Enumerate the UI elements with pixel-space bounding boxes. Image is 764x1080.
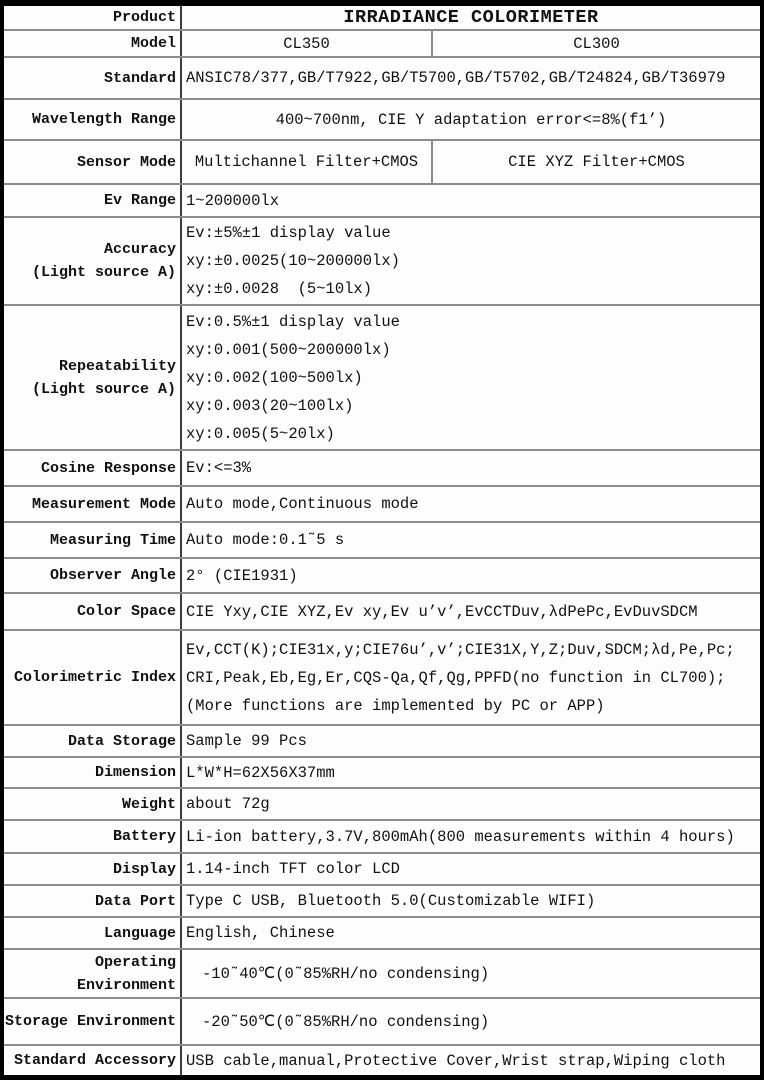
ev-range-value: 1~200000lx: [186, 191, 280, 210]
accuracy-line-1: Ev:±5%±1 display value: [186, 224, 391, 242]
row-label-storage-environment: Storage Environment: [4, 999, 182, 1044]
sensor-mode-cl350: Multichannel Filter+CMOS: [182, 141, 433, 183]
accuracy-line-3: xy:±0.0028 (5~10lx): [186, 280, 373, 298]
row-label-accuracy: [4, 218, 182, 304]
row-label-sensor-mode: Sensor Mode: [4, 141, 182, 183]
row-model: [4, 31, 760, 58]
battery-value: Li-ion battery,3.7V,800mAh(800 measurements within 4 hours): [186, 827, 735, 846]
product-title: IRRADIANCE COLORIMETER: [343, 7, 599, 28]
row-label-cosine-response: Cosine Response: [4, 451, 182, 485]
row-sensor-mode: [4, 141, 760, 185]
row-storage-environment: [4, 999, 760, 1046]
measuring-time-value: Auto mode:0.1˜5 s: [186, 531, 345, 549]
row-label-standard-accessory: Standard Accessory: [4, 1046, 182, 1075]
measurement-mode-value: Auto mode,Continuous mode: [186, 495, 419, 513]
row-color-space: [4, 594, 760, 631]
row-label-data-port: Data Port: [4, 886, 182, 916]
repeatability-line-1: Ev:0.5%±1 display value: [186, 312, 400, 331]
row-cosine-response: [4, 451, 760, 487]
display-value: 1.14-inch TFT color LCD: [186, 860, 400, 878]
repeatability-line-5: xy:0.005(5~20lx): [186, 424, 335, 443]
colorimetric-line-3: (More functions are implemented by PC or APP): [186, 696, 605, 715]
repeatability-line-3: xy:0.002(100~500lx): [186, 368, 363, 387]
accuracy-label-line1: Accuracy: [103, 241, 176, 258]
weight-value: about 72g: [186, 795, 270, 813]
repeatability-label-line2: (Light source A): [31, 380, 176, 398]
wavelength-range-value: 400~700nm, CIE Y adaptation error<=8%(f1’): [275, 110, 667, 129]
colorimetric-index-value: [182, 631, 760, 724]
standard-accessory-value: USB cable,manual,Protective Cover,Wrist strap,Wiping cloth: [186, 1051, 726, 1070]
row-label-measurement-mode: Measurement Mode: [4, 487, 182, 521]
row-label-data-storage: Data Storage: [4, 726, 182, 756]
accuracy-value: [182, 218, 760, 304]
operating-environment-value: -10˜40℃(0˜85%RH/no condensing): [202, 965, 490, 983]
row-label-color-space: Color Space: [4, 594, 182, 629]
colorimetric-line-1: Ev,CCT(K);CIE31x,y;CIE76u’,v’;CIE31X,Y,Z;Duv,SDCM;λd,Pe,Pc;: [186, 640, 735, 659]
model-values: [182, 31, 760, 56]
color-space-value: CIE Yxy,CIE XYZ,Ev xy,Ev u’v’,EvCCTDuv,λdPePc,EvDuvSDCM: [186, 602, 698, 621]
model-cl300: CL300: [573, 34, 620, 53]
sensor-mode-values: [182, 141, 760, 183]
row-measurement-mode: [4, 487, 760, 523]
row-label-weight: Weight: [4, 789, 182, 819]
row-label-wavelength-range: Wavelength Range: [4, 100, 182, 139]
row-standard-accessory: [4, 1046, 760, 1075]
row-label-repeatability: [4, 306, 182, 449]
operating-environment-label-line1: Operating: [94, 953, 176, 971]
row-weight: [4, 789, 760, 821]
row-label-measuring-time: Measuring Time: [4, 523, 182, 557]
operating-environment-label-line2: Environment: [76, 976, 176, 994]
data-storage-value: Sample 99 Pcs: [186, 732, 307, 750]
row-product: [4, 6, 760, 31]
row-label-operating-environment: [4, 950, 182, 997]
row-standard: [4, 58, 760, 100]
data-port-value: Type C USB, Bluetooth 5.0(Customizable WIFI): [186, 892, 596, 910]
row-label-product: Product: [4, 6, 182, 29]
model-cl350: CL350: [182, 31, 433, 56]
repeatability-label-line1: Repeatability: [58, 357, 176, 375]
row-label-standard: Standard: [4, 58, 182, 98]
row-label-colorimetric-index: Colorimetric Index: [4, 631, 182, 724]
repeatability-line-2: xy:0.001(500~200000lx): [186, 340, 391, 359]
row-data-port: [4, 886, 760, 918]
row-dimension: [4, 758, 760, 789]
row-wavelength-range: [4, 100, 760, 141]
repeatability-line-4: xy:0.003(20~100lx): [186, 396, 354, 415]
row-label-ev-range: Ev Range: [4, 185, 182, 216]
dimension-value: L*W*H=62X56X37mm: [186, 763, 335, 782]
row-label-model: Model: [4, 31, 182, 56]
accuracy-line-2: xy:±0.0025(10~200000lx): [186, 252, 400, 270]
standard-value: ANSIC78/377,GB/T7922,GB/T5700,GB/T5702,GB/T24824,GB/T36979: [186, 69, 726, 87]
sensor-mode-cl300: CIE XYZ Filter+CMOS: [508, 153, 685, 171]
row-repeatability: [4, 306, 760, 451]
row-language: [4, 918, 760, 950]
row-ev-range: [4, 185, 760, 218]
row-label-dimension: Dimension: [4, 758, 182, 787]
language-value: English, Chinese: [186, 924, 335, 942]
repeatability-value: [182, 306, 760, 449]
row-label-observer-angle: Observer Angle: [4, 559, 182, 592]
spec-sheet-table: [4, 6, 760, 1075]
row-colorimetric-index: [4, 631, 760, 726]
row-display: [4, 854, 760, 886]
row-observer-angle: [4, 559, 760, 594]
row-data-storage: [4, 726, 760, 758]
row-label-battery: Battery: [4, 821, 182, 852]
row-battery: [4, 821, 760, 854]
cosine-response-value: Ev:<=3%: [186, 459, 252, 477]
row-operating-environment: [4, 950, 760, 999]
observer-angle-value: 2° (CIE1931): [186, 566, 298, 585]
accuracy-label-line2: (Light source A): [31, 264, 176, 281]
colorimetric-line-2: CRI,Peak,Eb,Eg,Er,CQS-Qa,Qf,Qg,PPFD(no function in CL700);: [186, 668, 726, 687]
row-label-language: Language: [4, 918, 182, 948]
row-label-display: Display: [4, 854, 182, 884]
row-accuracy: [4, 218, 760, 306]
storage-environment-value: -20˜50℃(0˜85%RH/no condensing): [202, 1013, 490, 1031]
row-measuring-time: [4, 523, 760, 559]
